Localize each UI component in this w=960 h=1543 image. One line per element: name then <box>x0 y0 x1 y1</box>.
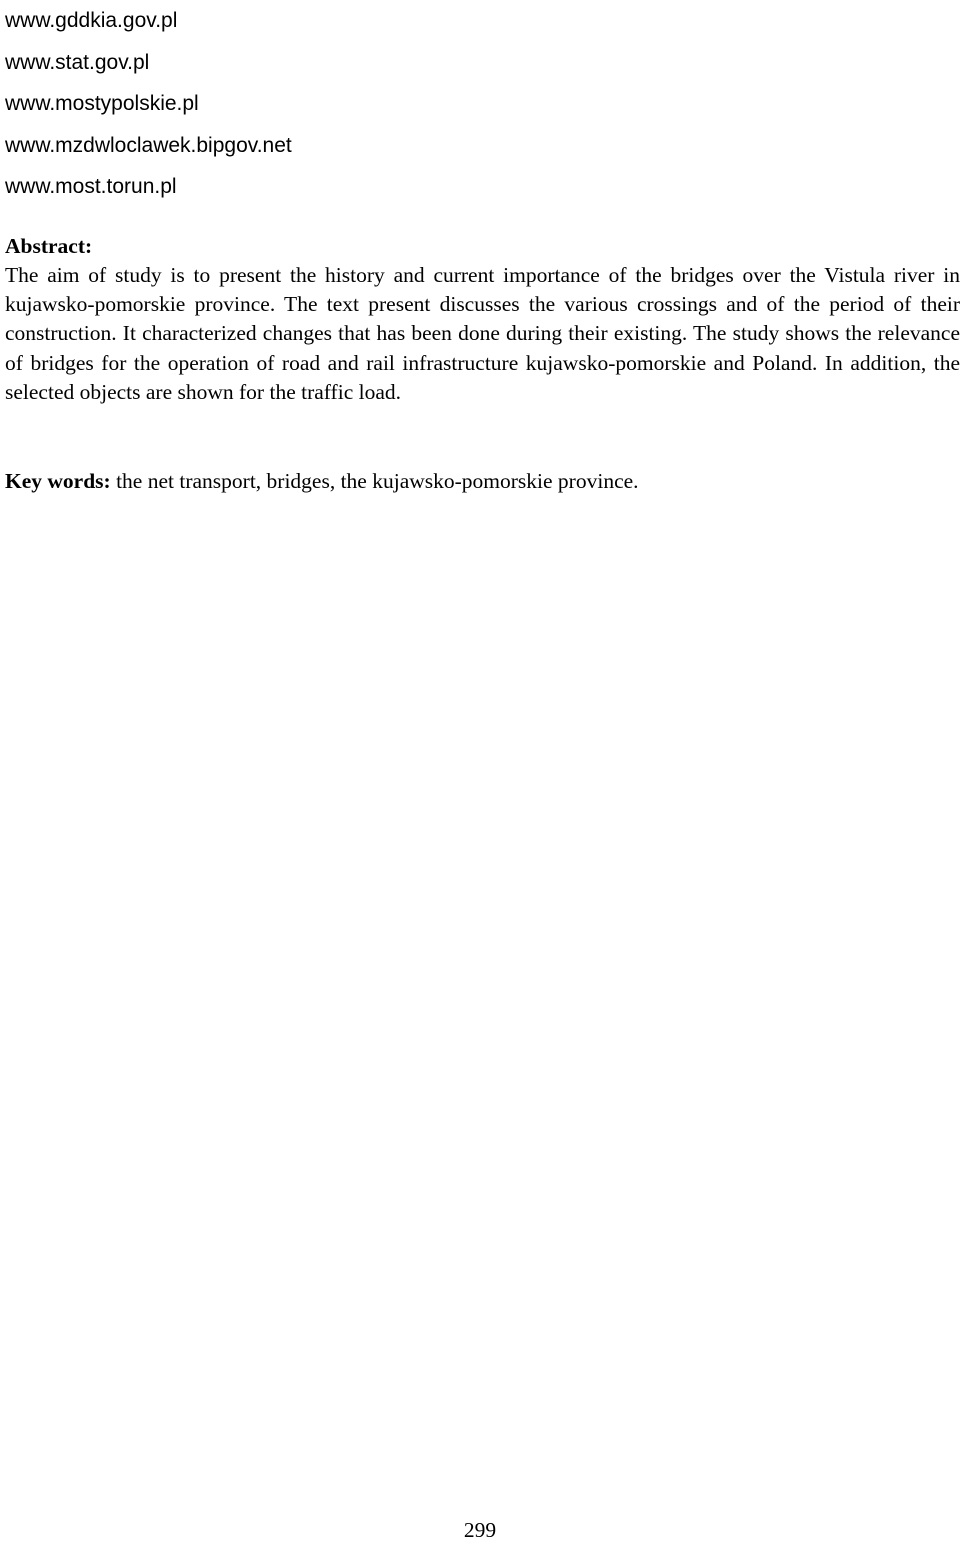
abstract-heading: Abstract: <box>5 234 93 258</box>
page-number: 299 <box>463 1518 497 1542</box>
keywords-label: Key words: <box>5 469 111 493</box>
reference-links <box>5 0 605 208</box>
link-stat[interactable]: www.stat.gov.pl <box>5 50 150 74</box>
abstract-body: The aim of study is to present the history and current importance of the bridges over the Vistula river in kujawsko-pomorskie province. The text present discusses the various crossings and of the period of their construction. It characterized changes that has been done during their existing. The study shows the relevance of bridges for the operation of road and rail infrastructure kujawsko-pomorskie and Poland. In addition, the selected objects are shown for the traffic load. <box>5 263 960 404</box>
keywords-text: the net transport, bridges, the kujawsko-pomorskie province. <box>110 469 639 493</box>
link-most-torun[interactable]: www.most.torun.pl <box>5 175 177 198</box>
keywords-line <box>5 467 960 496</box>
link-mzdwloclawek[interactable]: www.mzdwloclawek.bipgov.net <box>5 133 292 157</box>
abstract-section <box>5 232 960 407</box>
link-gddkia[interactable]: www.gddkia.gov.pl <box>5 9 178 32</box>
link-mostypolskie[interactable]: www.mostypolskie.pl <box>5 92 199 115</box>
